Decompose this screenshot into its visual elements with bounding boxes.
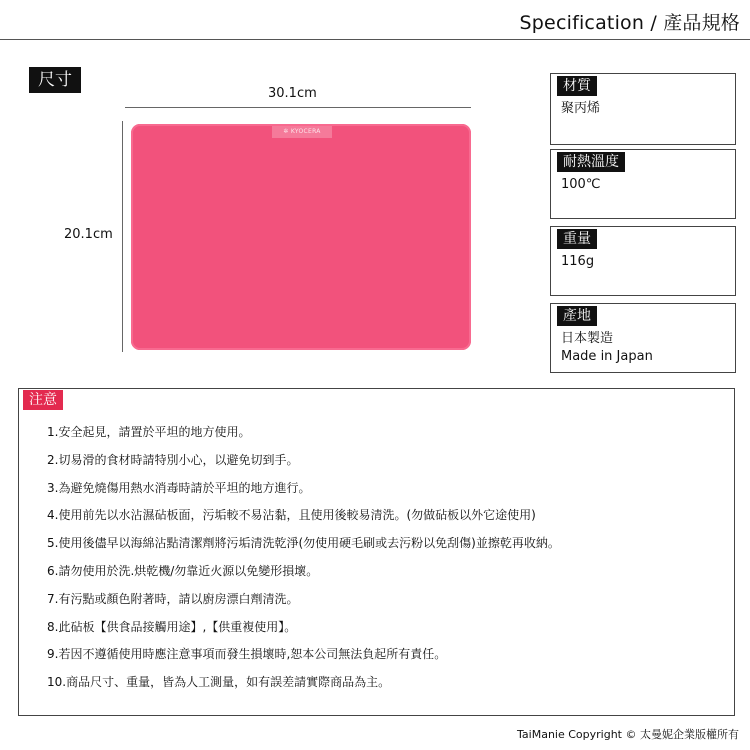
size-tag: 尺寸 bbox=[29, 67, 81, 93]
note-item: 4.使用前先以水沾濕砧板面，污垢較不易沾黏，且使用後較易清洗。(勿做砧板以外它途使用) bbox=[47, 508, 536, 523]
header-divider bbox=[0, 39, 750, 40]
notes-tag: 注意 bbox=[23, 390, 63, 410]
note-item: 6.請勿使用於洗.烘乾機/勿靠近火源以免變形損壞。 bbox=[47, 563, 319, 578]
page-title: Specification / 產品規格 bbox=[519, 12, 740, 34]
notes-list bbox=[47, 424, 560, 702]
spec-value-weight: 116g bbox=[561, 254, 595, 269]
height-dimension-label: 20.1cm bbox=[64, 227, 113, 242]
note-item: 1.安全起見，請置於平坦的地方使用。 bbox=[47, 425, 251, 439]
spec-value-material: 聚丙烯 bbox=[561, 101, 601, 116]
notes-section bbox=[18, 388, 735, 716]
spec-box-material bbox=[550, 73, 736, 145]
spec-label-origin: 產地 bbox=[557, 306, 597, 326]
spec-label-material: 材質 bbox=[557, 76, 597, 96]
brand-logo-text: KYOCERA bbox=[290, 128, 321, 135]
brand-logo: ✲ KYOCERA bbox=[272, 126, 332, 138]
note-item: 3.為避免燒傷用熱水消毒時請於平坦的地方進行。 bbox=[47, 480, 311, 495]
spec-box-origin bbox=[550, 303, 736, 373]
width-dimension-line bbox=[125, 107, 471, 108]
spec-label-heat-resistance: 耐熱溫度 bbox=[557, 152, 625, 172]
note-item: 10.商品尺寸、重量，皆為人工測量，如有誤差請實際商品為主。 bbox=[47, 675, 391, 690]
note-item: 2.切易滑的食材時請特別小心，以避免切到手。 bbox=[47, 452, 299, 467]
spec-value-origin bbox=[561, 330, 653, 366]
cutting-board-image bbox=[131, 124, 471, 350]
spec-value-origin-zh: 日本製造 bbox=[561, 331, 614, 346]
height-dimension-line bbox=[122, 121, 123, 352]
note-item: 7.有污點或顏色附著時，請以廚房漂白劑清洗。 bbox=[47, 591, 299, 606]
spec-value-origin-en: Made in Japan bbox=[561, 349, 653, 364]
note-item: 5.使用後儘早以海綿沾點清潔劑將污垢清洗乾淨(勿使用硬毛刷或去污粉以免刮傷)並擦乾再收納。 bbox=[47, 536, 560, 551]
spec-label-weight: 重量 bbox=[557, 229, 597, 249]
spec-value-heat-resistance: 100℃ bbox=[561, 177, 601, 192]
note-item: 8.此砧板【供食品接觸用途】,【供重複使用】。 bbox=[47, 619, 297, 634]
spec-box-heat-resistance bbox=[550, 149, 736, 219]
width-dimension-label: 30.1cm bbox=[268, 86, 317, 101]
spec-box-weight bbox=[550, 226, 736, 296]
note-item: 9.若因不遵循使用時應注意事項而發生損壞時,恕本公司無法負起所有責任。 bbox=[47, 647, 447, 662]
footer-copyright: TaiManie Copyright © 太曼妮企業版權所有 bbox=[517, 728, 739, 741]
